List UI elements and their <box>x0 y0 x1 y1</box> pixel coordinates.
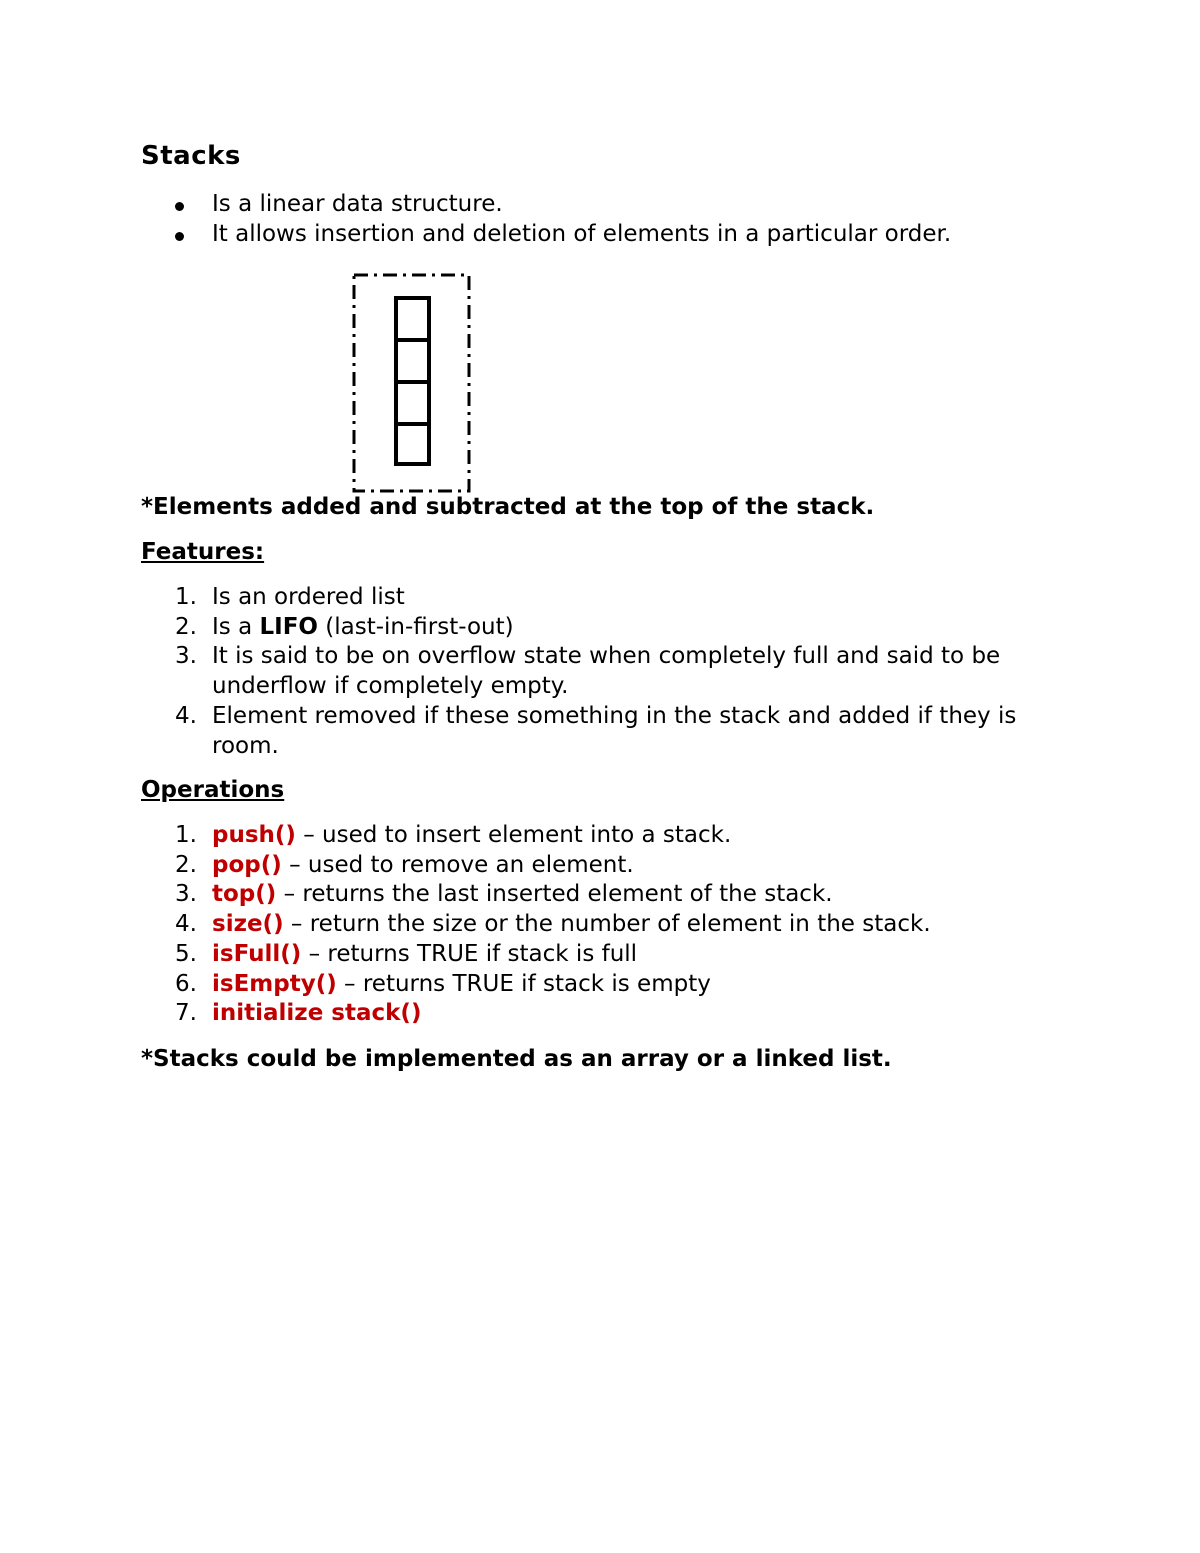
item-number: 3. <box>175 643 197 670</box>
operation-name: initialize stack() <box>212 1000 422 1027</box>
bullet-text: Is a linear data structure. <box>212 191 503 217</box>
item-number: 6. <box>175 970 197 997</box>
item-number: 5. <box>175 940 197 967</box>
bullet-text: It allows insertion and deletion of elements in a particular order. <box>212 220 952 247</box>
item-text: Is an ordered list <box>212 584 405 610</box>
item-number: 1. <box>175 822 197 848</box>
item-number: 7. <box>175 1000 197 1027</box>
item-text: It is said to be on overflow state when completely full and said to be underflow if completely empty. <box>212 643 1001 700</box>
list-item <box>141 821 1071 851</box>
features-heading: Features: <box>141 539 265 565</box>
operation-name: isEmpty() <box>212 970 337 997</box>
list-item <box>141 190 1101 220</box>
item-number: 2. <box>175 851 197 878</box>
item-number: 4. <box>175 911 197 938</box>
stack-cell <box>396 382 429 424</box>
page-title: Stacks <box>141 141 241 171</box>
list-item <box>141 999 1071 1029</box>
item-number: 1. <box>175 584 197 610</box>
list-item <box>141 583 1071 613</box>
operation-name: push() <box>212 822 296 848</box>
operation-description: – return the size or the number of element in the stack. <box>283 911 931 938</box>
list-item <box>141 220 1101 250</box>
item-number: 4. <box>175 702 197 729</box>
operation-description: – returns TRUE if stack is full <box>301 940 638 967</box>
operation-name: isFull() <box>212 940 302 967</box>
list-item <box>141 851 1071 881</box>
item-number: 2. <box>175 613 197 640</box>
features-list <box>141 583 1071 761</box>
item-text-post: (last-in-first-out) <box>317 613 514 640</box>
operation-name: size() <box>212 911 284 938</box>
operation-description: – returns TRUE if stack is empty <box>336 970 711 997</box>
item-text: Element removed if these something in the stack and added if they is room. <box>212 702 1017 759</box>
list-item <box>141 970 1071 1000</box>
item-text-pre: Is a <box>212 613 260 640</box>
list-item <box>141 642 1071 701</box>
list-item <box>141 940 1071 970</box>
operations-list <box>141 821 1071 1029</box>
operation-name: top() <box>212 881 277 908</box>
list-item <box>141 880 1071 910</box>
intro-bullet-list <box>141 190 1101 249</box>
stack-diagram <box>352 273 472 495</box>
stack-cell <box>396 298 429 340</box>
stack-cell <box>396 424 429 464</box>
operation-description: – used to remove an element. <box>281 851 634 878</box>
stack-cell <box>396 340 429 382</box>
lifo-term: LIFO <box>259 613 318 640</box>
operation-description: – returns the last inserted element of the stack. <box>276 881 833 908</box>
operation-name: pop() <box>212 851 282 878</box>
stack-top-note: *Elements added and subtracted at the top of the stack. <box>141 494 875 520</box>
bullet-icon <box>175 232 184 241</box>
operation-description: – used to insert element into a stack. <box>295 822 732 848</box>
list-item <box>141 613 1071 643</box>
item-number: 3. <box>175 881 197 908</box>
list-item <box>141 910 1071 940</box>
list-item <box>141 702 1071 761</box>
implementation-note: *Stacks could be implemented as an array or a linked list. <box>141 1046 892 1072</box>
operations-heading: Operations <box>141 777 285 803</box>
bullet-icon <box>175 202 184 211</box>
